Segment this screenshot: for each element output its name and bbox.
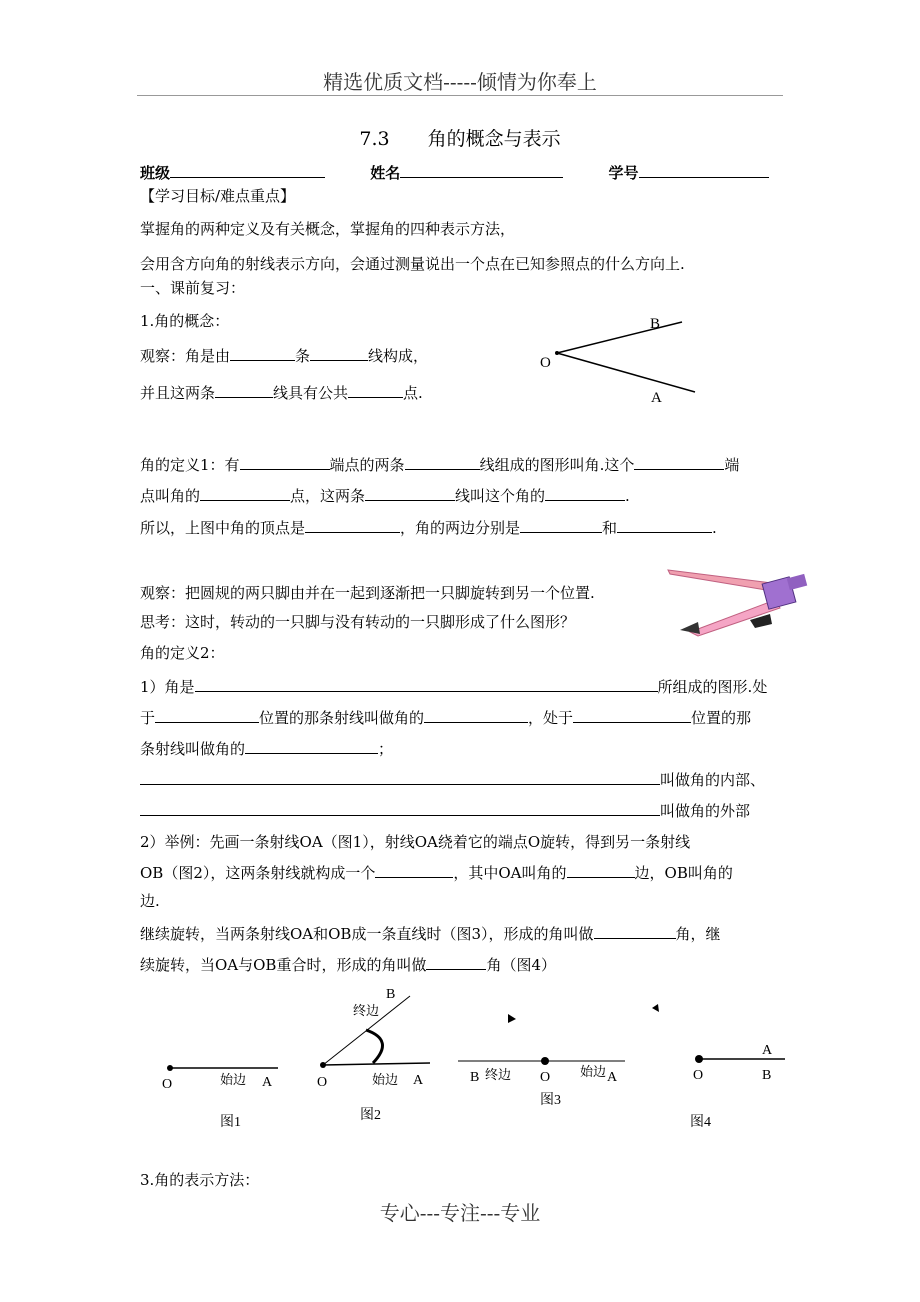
angle-diagram <box>530 310 710 410</box>
svg-text:图3: 图3 <box>540 1093 561 1108</box>
number-label: 学号 <box>608 164 639 182</box>
def2-line-3: 条射线叫做角的 ； <box>140 740 394 758</box>
svg-text:始边: 始边 <box>580 1064 607 1079</box>
example-line: 续旋转，当OA与OB重合时，形成的角叫做 角（图4） <box>140 956 556 974</box>
page-header: 精选优质文档-----倾情为你奉上 <box>323 70 597 94</box>
svg-text:O: O <box>540 1070 551 1085</box>
blank[interactable] <box>594 923 676 939</box>
goals-heading: 【学习目标/难点重点】 <box>140 187 296 205</box>
subsection-heading: 1.角的概念： <box>140 312 230 330</box>
blank[interactable] <box>365 485 455 501</box>
svg-text:A: A <box>413 1073 424 1088</box>
figure-2 <box>317 987 430 1123</box>
blank[interactable] <box>567 862 635 878</box>
number-blank[interactable] <box>639 162 769 178</box>
svg-text:A: A <box>262 1075 273 1090</box>
def2-line-5: 叫做角的外部 <box>140 800 750 821</box>
svg-text:B: B <box>762 1068 772 1083</box>
figure-4 <box>652 1004 785 1130</box>
def1-line-3: 所以，上图中角的顶点是 ，角的两边分别是 和 . <box>140 519 717 537</box>
blank[interactable] <box>200 485 290 501</box>
blank[interactable] <box>195 676 658 692</box>
label-o: O <box>540 355 551 371</box>
blank[interactable] <box>426 954 486 970</box>
blank[interactable] <box>215 382 273 398</box>
blank[interactable] <box>405 454 480 470</box>
blank[interactable] <box>305 517 400 533</box>
blank[interactable] <box>424 707 528 723</box>
blank[interactable] <box>573 707 691 723</box>
svg-text:图4: 图4 <box>690 1115 711 1130</box>
svg-text:终边: 终边 <box>485 1067 512 1082</box>
svg-text:图1: 图1 <box>220 1115 241 1130</box>
goal-line: 会用含方向角的射线表示方向，会通过测量说出一个点在已知参照点的什么方向上. <box>140 255 685 273</box>
blank[interactable] <box>310 345 368 361</box>
def2-line-4: 叫做角的内部、 <box>140 769 765 790</box>
section-heading: 3.角的表示方法： <box>140 1171 260 1189</box>
blank[interactable] <box>375 862 453 878</box>
blank[interactable] <box>140 800 660 816</box>
blank[interactable] <box>245 738 378 754</box>
svg-text:B: B <box>470 1070 480 1085</box>
header-rule <box>137 95 783 96</box>
blank[interactable] <box>520 517 602 533</box>
blank[interactable] <box>617 517 712 533</box>
student-fields <box>140 162 769 183</box>
def1-line-2: 点叫角的 点，这两条 线叫这个角的 . <box>140 487 630 505</box>
example-line: 2）举例：先画一条射线OA（图1），射线OA绕着它的端点O旋转，得到另一条射线 <box>140 833 691 851</box>
class-label: 班级 <box>140 164 171 182</box>
observe-line-1: 观察：角是由 条 线构成， <box>140 347 429 365</box>
svg-text:始边: 始边 <box>372 1072 399 1087</box>
name-label: 姓名 <box>370 164 401 182</box>
blank[interactable] <box>230 345 295 361</box>
svg-text:终边: 终边 <box>353 1003 380 1018</box>
blank[interactable] <box>348 382 403 398</box>
example-line: 继续旋转，当两条射线OA和OB成一条直线时（图3），形成的角叫做 角，继 <box>140 925 721 943</box>
blank[interactable] <box>634 454 724 470</box>
blank[interactable] <box>155 707 259 723</box>
svg-text:A: A <box>762 1043 773 1058</box>
blank[interactable] <box>545 485 625 501</box>
page-footer: 专心---专注---专业 <box>379 1201 541 1225</box>
svg-text:O: O <box>317 1075 328 1090</box>
def1-line-1: 角的定义1：有 端点的两条 线组成的图形叫角.这个 端 <box>140 456 740 474</box>
observe-compass: 观察：把圆规的两只脚由并在一起到逐渐把一只脚旋转到另一个位置. <box>140 584 595 602</box>
class-blank[interactable] <box>170 162 325 178</box>
think-line: 思考：这时，转动的一只脚与没有转动的一只脚形成了什么图形？ <box>140 613 576 631</box>
svg-text:图2: 图2 <box>360 1108 381 1123</box>
example-line: 边. <box>140 892 160 910</box>
name-blank[interactable] <box>400 162 563 178</box>
page-title: 7.3 角的概念与表示 <box>359 128 561 150</box>
label-a: A <box>651 390 662 406</box>
svg-text:O: O <box>162 1077 173 1092</box>
figure-3 <box>458 1014 625 1108</box>
svg-text:始边: 始边 <box>220 1072 247 1087</box>
figures-row <box>140 980 800 1130</box>
svg-text:O: O <box>693 1068 704 1083</box>
label-b: B <box>650 316 661 332</box>
svg-text:B: B <box>386 987 396 1002</box>
compass-image <box>660 562 810 642</box>
observe-line-2: 并且这两条 线具有公共 点. <box>140 384 423 402</box>
example-line: OB（图2），这两条射线就构成一个 ，其中OA叫角的 边，OB叫角的 <box>140 864 733 882</box>
def2-line-2: 于 位置的那条射线叫做角的 ，处于 位置的那 <box>140 709 752 727</box>
def2-heading: 角的定义2： <box>140 644 225 662</box>
svg-text:A: A <box>607 1070 618 1085</box>
def2-line-1: 1）角是 所组成的图形.处 <box>140 678 768 696</box>
blank[interactable] <box>140 769 660 785</box>
figure-1 <box>162 1065 278 1130</box>
goal-line: 掌握角的两种定义及有关概念，掌握角的四种表示方法， <box>140 220 516 238</box>
blank[interactable] <box>240 454 330 470</box>
section-heading: 一、课前复习： <box>140 279 246 297</box>
